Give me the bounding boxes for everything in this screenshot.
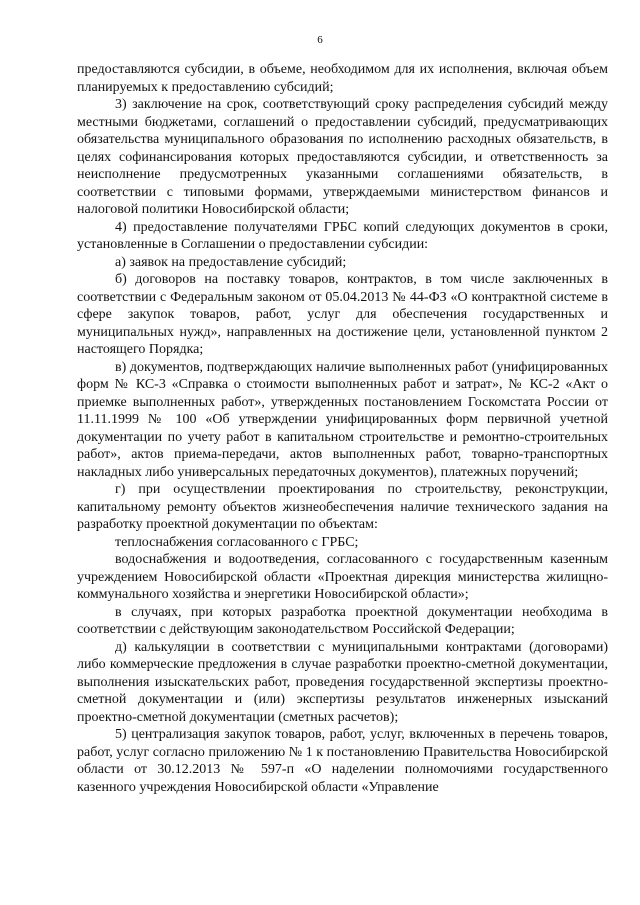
document-body — [77, 61, 608, 796]
paragraph-water-supply: водоснабжения и водоотведения, согласованного с государственным казенным учреждением Новосибирской области «Проектная дирекция министерства жилищно-коммунального хозяйства и энергетики Новосибирской области»; — [77, 552, 608, 602]
paragraph-item-4: 4) предоставление получателями ГРБС копий следующих документов в сроки, установленные в Соглашении о предоставлении субсидии: — [77, 219, 608, 252]
paragraph-other-cases: в случаях, при которых разработка проектной документации необходима в соответствии с действующим законодательством Российской Федерации; — [77, 604, 608, 637]
paragraph-item-4b: б) договоров на поставку товаров, контрактов, в том числе заключенных в соответствии с Федеральным законом от 05.04.2013 № 44-ФЗ «О контрактной системе в сфере закупок товаров, работ, услуг для обеспечения государственных и муниципальных нужд», направленных на достижение цели, установленной пунктом 2 настоящего Порядка; — [77, 272, 608, 357]
paragraph-continuation: предоставляются субсидии, в объеме, необходимом для их исполнения, включая объем планируемых к предоставлению субсидий; — [77, 62, 608, 95]
paragraph-item-4d: д) калькуляции в соответствии с муниципальными контрактами (договорами) либо коммерческие предложения в случае разработки проектно-сметной документации, выполнения изыскательских работ, проведения государственной экспертизы проектно-сметной документации и (или) экспертизы результатов инженерных изысканий проектно-сметной документации (сметных расчетов); — [77, 639, 608, 725]
paragraph-item-4a: а) заявок на предоставление субсидий; — [115, 254, 347, 270]
page-number: 6 — [317, 34, 323, 46]
paragraph-item-3: 3) заключение на срок, соответствующий сроку распределения субсидий между местными бюджетами, соглашений о предоставлении субсидий, предусматривающих обязательства муниципального образования по исполнению расходных обязательств, в целях софинансирования которых предоставляются субсидии, и ответственность за неисполнение предусмотренных указанными соглашениями обязательств, в соответствии с типовыми формами, утверждаемыми министерством финансов и налоговой политики Новосибирской области; — [77, 97, 608, 217]
paragraph-item-4v: в) документов, подтверждающих наличие выполненных работ (унифицированных форм № КС-3 «Справка о стоимости выполненных работ и затрат», № КС-2 «Акт о приемке выполненных работ», утвержденных постановлением Госкомстата России от 11.11.1999 № 100 «Об утверждении унифицированных форм первичной учетной документации по учету работ в капитальном строительстве и ремонтно-строительных работ», актов приема-передачи, актов выполненных работ, товарно-транспортных накладных либо универсальных передаточных документов), платежных поручений; — [77, 359, 608, 480]
paragraph-item-5: 5) централизация закупок товаров, работ, услуг, включенных в перечень товаров, работ, услуг согласно приложению № 1 к постановлению Правительства Новосибирской области от 30.12.2013 № 597-п «О наделении полномочиями государственного казенного учреждения Новосибирской области «Управление — [77, 727, 608, 795]
paragraph-item-4g: г) при осуществлении проектирования по строительству, реконструкции, капитальному ремонту объектов жизнеобеспечения наличие технического задания на разработку проектной документации по объектам: — [77, 482, 608, 532]
paragraph-heat-supply: теплоснабжения согласованного с ГРБС; — [115, 534, 359, 550]
